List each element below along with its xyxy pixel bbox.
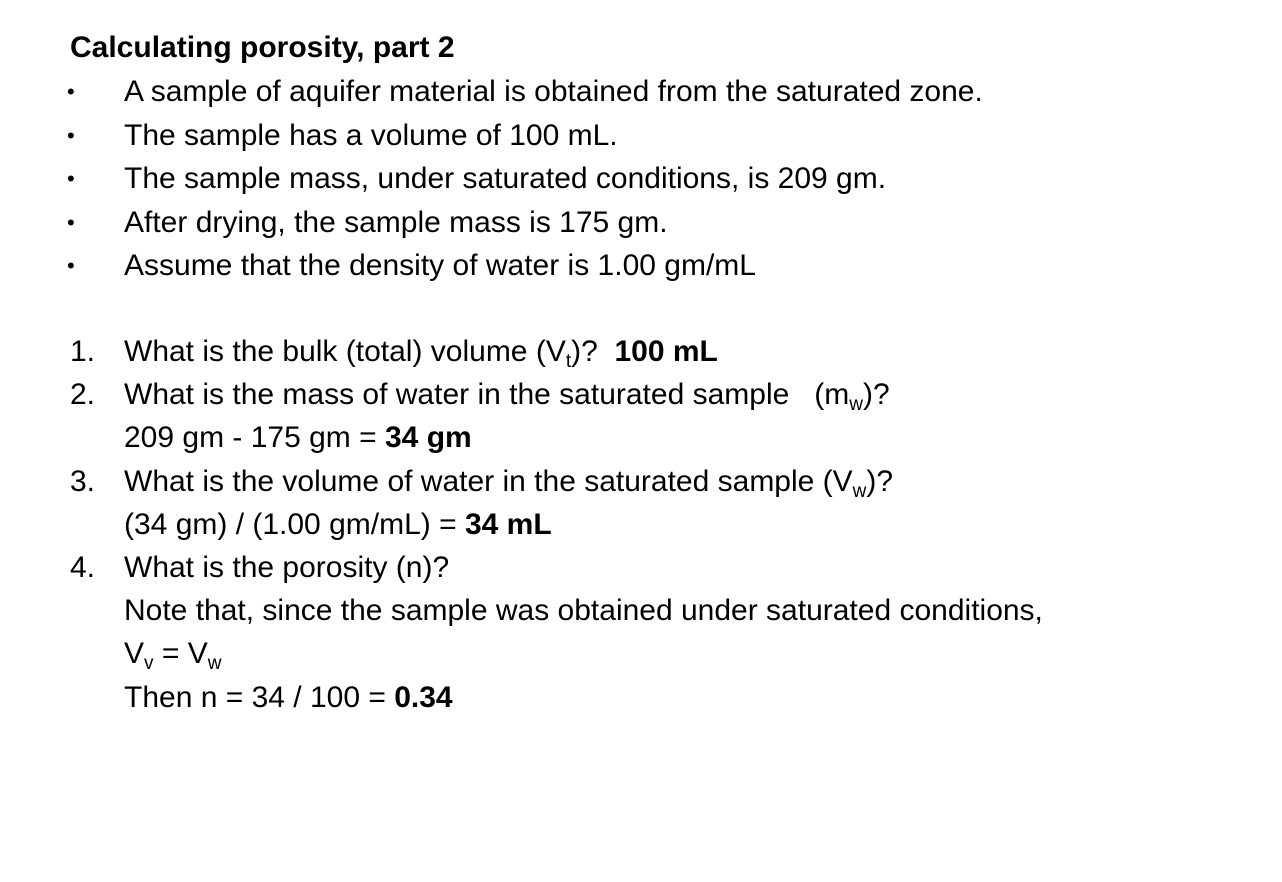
question-2 — [0, 373, 1282, 416]
subscript: t — [565, 351, 572, 372]
answer: 34 gm — [384, 421, 472, 455]
question-prefix: What is the mass of water in the saturated sample (m — [124, 378, 850, 412]
question-text — [124, 460, 893, 503]
question-text — [124, 330, 718, 373]
calculation: 209 gm - 175 gm = — [124, 421, 385, 455]
question-text: What is the porosity (n)? — [124, 550, 450, 584]
bullet-text: After drying, the sample mass is 175 gm. — [124, 205, 668, 239]
question-number: 3. — [70, 464, 96, 498]
subscript: w — [852, 480, 867, 502]
work-line — [124, 676, 453, 719]
question-4-note — [0, 589, 1282, 632]
question-4-work — [0, 676, 1282, 719]
bullet-text: The sample has a volume of 100 mL. — [124, 118, 618, 152]
question-suffix: )? — [866, 464, 894, 498]
bullet-text: A sample of aquifer material is obtained from the saturated zone. — [124, 75, 983, 108]
list-item — [0, 201, 1282, 245]
bullet-icon: • — [67, 253, 75, 278]
bullet-icon: • — [67, 122, 75, 148]
question-1 — [0, 330, 1282, 373]
question-3-work — [0, 503, 1282, 546]
answer: 34 mL — [464, 507, 552, 541]
bullet-icon: • — [67, 209, 75, 235]
answer: 0.34 — [394, 680, 453, 714]
question-suffix: )? — [863, 378, 890, 412]
question-2-work — [0, 416, 1282, 459]
bullet-text: Assume that the density of water is 1.00 gm/mL — [124, 249, 756, 282]
equation-lhs: V — [124, 637, 145, 671]
answer: 100 mL — [614, 335, 718, 368]
list-item — [0, 70, 1282, 114]
list-item — [0, 157, 1282, 201]
list-item — [0, 114, 1282, 158]
equation — [124, 632, 221, 675]
subscript: w — [849, 394, 864, 416]
calculation: Then n = 34 / 100 = — [124, 680, 395, 714]
list-item — [0, 244, 1282, 288]
question-number: 4. — [70, 550, 96, 584]
calculation: (34 gm) / (1.00 gm/mL) = — [124, 507, 465, 541]
question-suffix: )? — [571, 335, 615, 368]
question-prefix: What is the volume of water in the saturated sample (V — [124, 464, 853, 498]
subscript: v — [144, 653, 154, 675]
bullet-icon: • — [67, 79, 75, 104]
equation-rhs: = V — [153, 637, 208, 671]
question-prefix: What is the bulk (total) volume (V — [124, 335, 566, 368]
question-number: 2. — [70, 378, 96, 412]
question-text — [124, 373, 890, 416]
note-text: Note that, since the sample was obtained under saturated conditions, — [124, 594, 1043, 628]
question-4 — [0, 546, 1282, 589]
question-4-equation — [0, 632, 1282, 675]
numbered-questions — [0, 330, 1282, 719]
work-line — [124, 503, 552, 546]
subscript: w — [207, 653, 222, 675]
question-number: 1. — [70, 335, 96, 368]
page-title: Calculating porosity, part 2 — [70, 31, 455, 64]
question-3 — [0, 460, 1282, 503]
bullet-list — [0, 70, 1282, 288]
work-line — [124, 416, 472, 459]
bullet-icon: • — [67, 166, 75, 191]
bullet-text: The sample mass, under saturated conditions, is 209 gm. — [124, 162, 887, 195]
